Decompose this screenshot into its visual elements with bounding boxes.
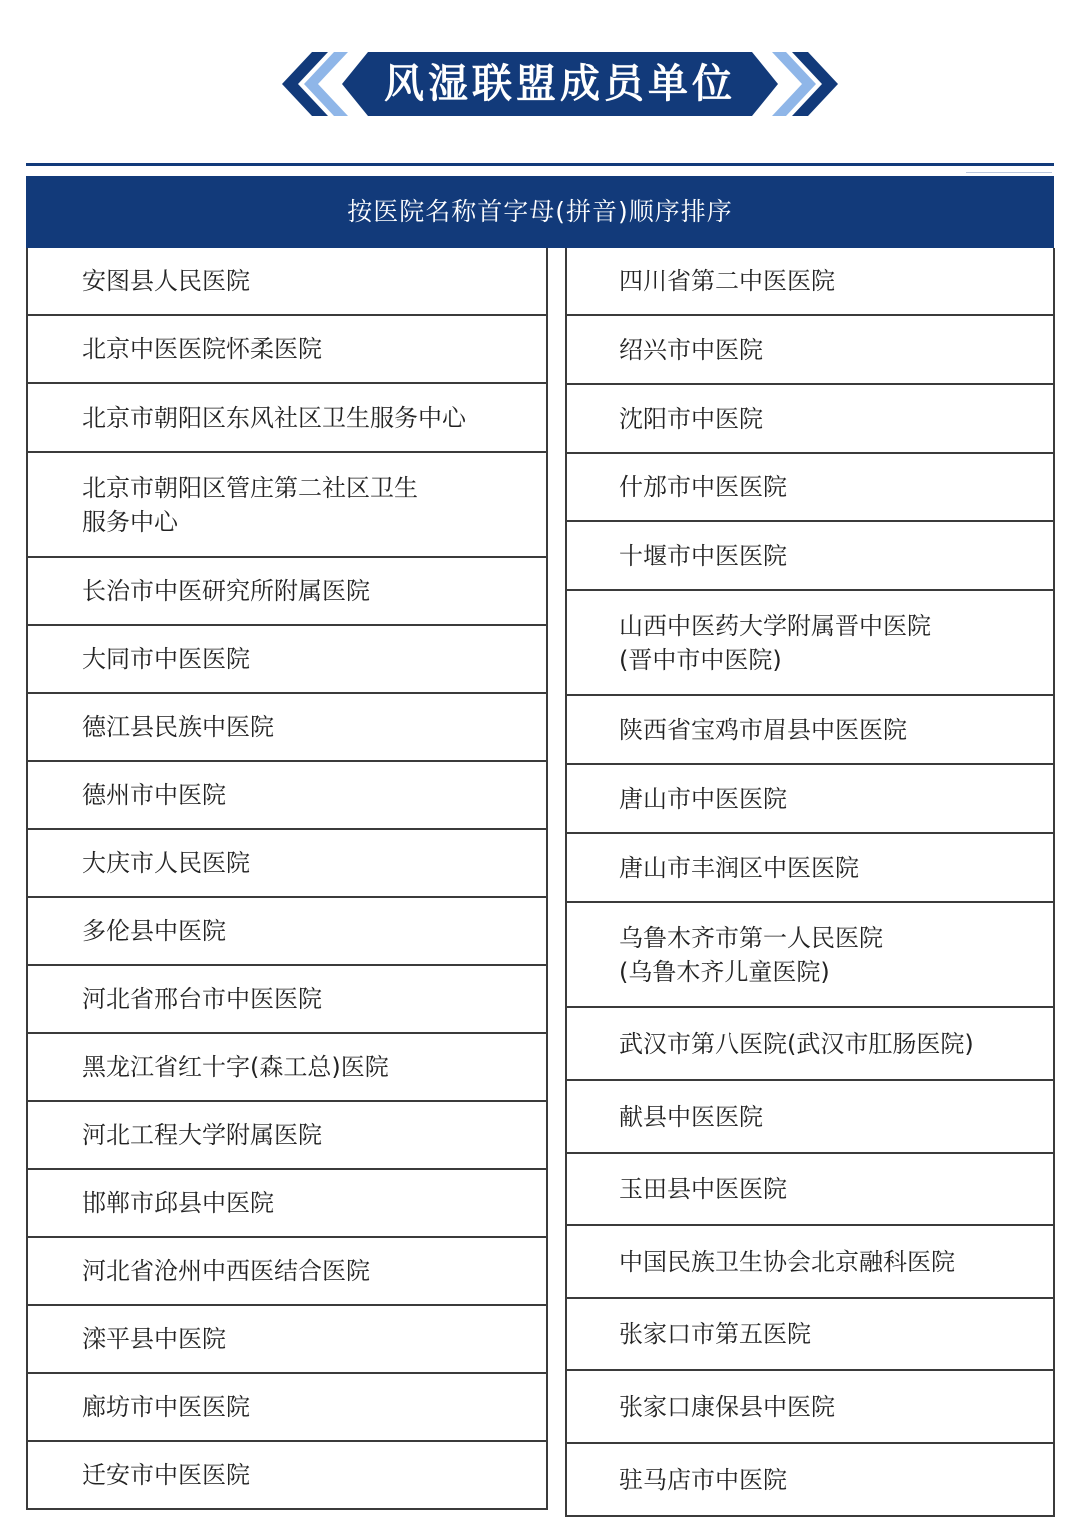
hospital-name bbox=[619, 539, 787, 573]
header-divider bbox=[26, 163, 1054, 166]
hospital-name-line: 河北省邢台市中医医院 bbox=[82, 985, 322, 1013]
table-row bbox=[567, 1154, 1053, 1226]
hospital-name-line: 安图县人民医院 bbox=[82, 267, 250, 295]
table-row bbox=[28, 1102, 546, 1170]
table-row bbox=[567, 385, 1053, 454]
hospital-name-line: 北京市朝阳区管庄第二社区卫生 bbox=[82, 473, 418, 502]
table-row bbox=[28, 1034, 546, 1102]
hospital-name-line: 德州市中医院 bbox=[82, 781, 226, 809]
hospital-name-line: 唐山市丰润区中医医院 bbox=[619, 853, 859, 882]
hospital-name bbox=[82, 1050, 389, 1084]
hospital-name bbox=[82, 264, 250, 298]
table-row bbox=[28, 384, 546, 453]
hospital-name-line: 黑龙江省红十字(森工总)医院 bbox=[82, 1053, 389, 1081]
hospital-name-line: 河北省沧州中西医结合医院 bbox=[82, 1257, 370, 1285]
hospital-name-line: 大庆市人民医院 bbox=[82, 849, 250, 877]
hospital-name bbox=[619, 1390, 835, 1424]
table-row bbox=[28, 1374, 546, 1442]
table-row bbox=[567, 316, 1053, 385]
table-row bbox=[567, 834, 1053, 903]
page-title: 风湿联盟成员单位 bbox=[384, 61, 736, 107]
hospital-name bbox=[619, 1027, 974, 1061]
header-divider-accent bbox=[966, 172, 1052, 173]
hospital-name-line: 邯郸市邱县中医院 bbox=[82, 1189, 274, 1217]
table-row bbox=[567, 903, 1053, 1008]
hospital-name-line: 服务中心 bbox=[82, 507, 178, 536]
hospital-name-line: 四川省第二中医医院 bbox=[619, 267, 835, 295]
table-row bbox=[28, 1306, 546, 1374]
hospital-name bbox=[82, 1390, 250, 1424]
hospital-name-line: 多伦县中医院 bbox=[82, 917, 226, 945]
table-row bbox=[567, 696, 1053, 765]
hospital-name bbox=[619, 1463, 787, 1497]
table-row bbox=[567, 1226, 1053, 1299]
hospital-name-line: 绍兴市中医院 bbox=[619, 335, 763, 364]
hospital-name-line: 山西中医药大学附属晋中医院 bbox=[619, 611, 931, 640]
member-list-left bbox=[26, 248, 548, 1510]
hospital-name bbox=[619, 851, 859, 885]
hospital-name-line: 长治市中医研究所附属医院 bbox=[82, 577, 370, 605]
hospital-name bbox=[82, 401, 466, 435]
hospital-name-line: 河北工程大学附属医院 bbox=[82, 1121, 322, 1149]
hospital-name-line: (晋中市中医院) bbox=[619, 645, 782, 674]
hospital-name bbox=[619, 1100, 763, 1134]
hospital-name bbox=[619, 1317, 811, 1351]
hospital-name bbox=[619, 1245, 955, 1279]
title-banner bbox=[282, 52, 838, 116]
hospital-name bbox=[82, 574, 370, 608]
hospital-name-line: 中国民族卫生协会北京融科医院 bbox=[619, 1247, 955, 1276]
table-row bbox=[28, 626, 546, 694]
hospital-name bbox=[82, 1322, 226, 1356]
hospital-name-line: 唐山市中医医院 bbox=[619, 784, 787, 813]
hospital-name-line: 驻马店市中医院 bbox=[619, 1465, 787, 1494]
hospital-name bbox=[82, 1186, 274, 1220]
table-row bbox=[567, 454, 1053, 522]
hospital-name bbox=[82, 471, 418, 539]
hospital-name-line: 献县中医医院 bbox=[619, 1102, 763, 1131]
hospital-name-line: 迁安市中医医院 bbox=[82, 1461, 250, 1489]
table-row bbox=[28, 966, 546, 1034]
hospital-name-line: 沈阳市中医院 bbox=[619, 404, 763, 433]
hospital-name bbox=[82, 914, 226, 948]
table-row bbox=[28, 1442, 546, 1510]
hospital-name-line: 乌鲁木齐市第一人民医院 bbox=[619, 923, 883, 952]
hospital-name-line: (乌鲁木齐儿童医院) bbox=[619, 957, 830, 986]
hospital-name bbox=[619, 1172, 787, 1206]
hospital-name bbox=[619, 782, 787, 816]
table-row bbox=[567, 591, 1053, 696]
table-row bbox=[28, 830, 546, 898]
table-row bbox=[567, 1371, 1053, 1444]
table-row bbox=[28, 248, 546, 316]
table-row bbox=[28, 453, 546, 558]
hospital-name-line: 滦平县中医院 bbox=[82, 1325, 226, 1353]
table-row bbox=[28, 558, 546, 626]
hospital-name-line: 廊坊市中医医院 bbox=[82, 1393, 250, 1421]
table-header: 按医院名称首字母(拼音)顺序排序 bbox=[26, 176, 1054, 248]
hospital-name bbox=[619, 470, 787, 504]
hospital-name bbox=[82, 846, 250, 880]
hospital-name bbox=[82, 710, 274, 744]
table-row bbox=[28, 1238, 546, 1306]
hospital-name bbox=[619, 609, 931, 677]
hospital-name bbox=[82, 778, 226, 812]
hospital-name bbox=[619, 402, 763, 436]
hospital-name bbox=[619, 921, 883, 989]
hospital-name-line: 张家口康保县中医院 bbox=[619, 1392, 835, 1421]
hospital-name-line: 陕西省宝鸡市眉县中医医院 bbox=[619, 715, 907, 744]
table-row bbox=[567, 1081, 1053, 1154]
table-row bbox=[28, 316, 546, 384]
hospital-name bbox=[619, 264, 835, 298]
hospital-name bbox=[82, 1254, 370, 1288]
table-row bbox=[567, 1444, 1053, 1517]
table-row bbox=[28, 694, 546, 762]
table-row bbox=[567, 1299, 1053, 1371]
hospital-name bbox=[82, 642, 250, 676]
table-row bbox=[567, 1008, 1053, 1081]
hospital-name bbox=[82, 332, 322, 366]
hospital-name bbox=[82, 982, 322, 1016]
hospital-name-line: 什邡市中医医院 bbox=[619, 473, 787, 501]
hospital-name-line: 玉田县中医医院 bbox=[619, 1175, 787, 1203]
table-row bbox=[567, 522, 1053, 591]
table-row bbox=[567, 765, 1053, 834]
hospital-name-line: 北京中医医院怀柔医院 bbox=[82, 335, 322, 363]
table-row bbox=[567, 248, 1053, 316]
hospital-name-line: 北京市朝阳区东风社区卫生服务中心 bbox=[82, 403, 466, 432]
hospital-name bbox=[82, 1458, 250, 1492]
hospital-name-line: 张家口市第五医院 bbox=[619, 1320, 811, 1348]
hospital-name bbox=[82, 1118, 322, 1152]
table-row bbox=[28, 898, 546, 966]
double-chevron-right-icon bbox=[768, 52, 838, 116]
member-list-right bbox=[565, 248, 1055, 1517]
hospital-name-line: 大同市中医医院 bbox=[82, 645, 250, 673]
hospital-name-line: 德江县民族中医院 bbox=[82, 713, 274, 741]
table-row bbox=[28, 762, 546, 830]
table-row bbox=[28, 1170, 546, 1238]
hospital-name-line: 十堰市中医医院 bbox=[619, 541, 787, 570]
hospital-name bbox=[619, 713, 907, 747]
hospital-name bbox=[619, 333, 763, 367]
hospital-name-line: 武汉市第八医院(武汉市肛肠医院) bbox=[619, 1029, 974, 1058]
